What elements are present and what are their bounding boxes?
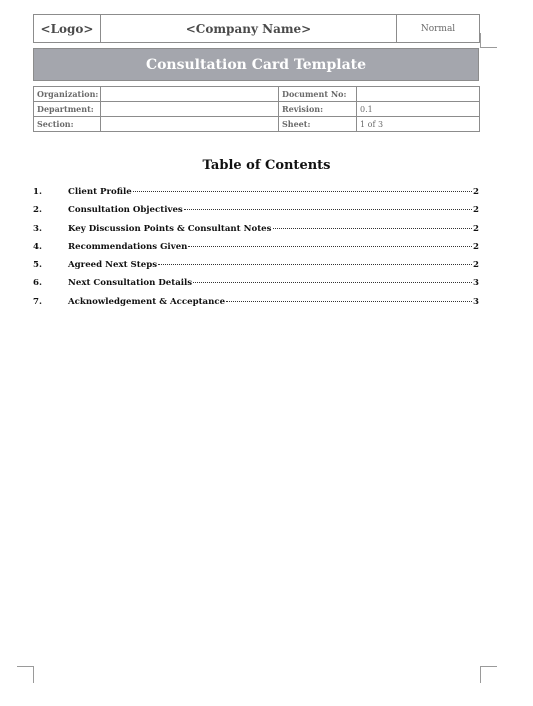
meta-row bbox=[34, 102, 480, 117]
toc-entry[interactable] bbox=[33, 187, 479, 205]
document-header bbox=[33, 14, 480, 43]
toc-entry[interactable] bbox=[33, 297, 479, 315]
toc-entry[interactable] bbox=[33, 205, 479, 223]
toc-entry-page[interactable]: 3 bbox=[473, 278, 479, 289]
sheet-value[interactable]: 1 of 3 bbox=[357, 117, 480, 132]
document-meta-table bbox=[33, 86, 480, 132]
toc-entry-title[interactable]: Next Consultation Details bbox=[68, 278, 193, 289]
toc-entry-title[interactable]: Acknowledgement & Acceptance bbox=[68, 296, 226, 307]
toc-leader-dots bbox=[273, 228, 473, 229]
meta-row bbox=[34, 117, 480, 132]
toc-entry[interactable] bbox=[33, 224, 479, 242]
toc-entry-page[interactable]: 2 bbox=[473, 260, 479, 271]
document-status: Normal bbox=[397, 15, 480, 43]
document-no-value[interactable] bbox=[357, 87, 480, 102]
toc-entry-title[interactable]: Agreed Next Steps bbox=[68, 260, 158, 271]
toc-entry-title[interactable]: Recommendations Given bbox=[68, 241, 188, 252]
logo-placeholder: <Logo> bbox=[34, 15, 101, 43]
toc-entry-title[interactable]: Key Discussion Points & Consultant Notes bbox=[68, 223, 272, 234]
toc-entry-number: 7. bbox=[33, 296, 42, 307]
toc-entry-page[interactable]: 2 bbox=[473, 205, 479, 216]
department-value[interactable] bbox=[101, 102, 279, 117]
toc-entry-title[interactable]: Consultation Objectives bbox=[68, 205, 183, 216]
table-of-contents bbox=[33, 187, 479, 315]
toc-entry-title[interactable]: Client Profile bbox=[68, 187, 132, 197]
document-no-label: Document No: bbox=[279, 87, 357, 102]
toc-entry-number: 4. bbox=[33, 241, 42, 252]
toc-entry-number: 3. bbox=[33, 223, 42, 234]
toc-entry-number: 6. bbox=[33, 278, 42, 289]
toc-entry[interactable] bbox=[33, 260, 479, 278]
toc-leader-dots bbox=[188, 246, 472, 247]
toc-entry-number: 2. bbox=[33, 205, 42, 216]
toc-leader-dots bbox=[158, 264, 472, 265]
revision-value[interactable]: 0.1 bbox=[357, 102, 480, 117]
revision-label: Revision: bbox=[279, 102, 357, 117]
toc-entry-number: 5. bbox=[33, 260, 42, 271]
organization-label: Organization: bbox=[34, 87, 101, 102]
toc-entry[interactable] bbox=[33, 278, 479, 296]
toc-leader-dots bbox=[133, 191, 472, 192]
document-title: Consultation Card Template bbox=[33, 48, 479, 81]
toc-leader-dots bbox=[226, 301, 472, 302]
meta-row bbox=[34, 87, 480, 102]
section-label: Section: bbox=[34, 117, 101, 132]
department-label: Department: bbox=[34, 102, 101, 117]
crop-mark-bottom-right bbox=[480, 666, 497, 683]
toc-entry-page[interactable]: 2 bbox=[473, 241, 479, 252]
toc-entry-page[interactable]: 3 bbox=[473, 296, 479, 307]
toc-entry-page[interactable]: 2 bbox=[473, 187, 479, 197]
toc-leader-dots bbox=[184, 209, 472, 210]
crop-mark-bottom-left bbox=[17, 666, 34, 683]
toc-entry[interactable] bbox=[33, 242, 479, 260]
sheet-label: Sheet: bbox=[279, 117, 357, 132]
toc-entry-page[interactable]: 2 bbox=[473, 223, 479, 234]
company-name: <Company Name> bbox=[101, 15, 397, 43]
organization-value[interactable] bbox=[101, 87, 279, 102]
toc-entry-number: 1. bbox=[33, 187, 42, 197]
toc-leader-dots bbox=[193, 282, 472, 283]
section-value[interactable] bbox=[101, 117, 279, 132]
toc-heading: Table of Contents bbox=[202, 158, 331, 173]
crop-mark-top-right bbox=[480, 33, 497, 48]
